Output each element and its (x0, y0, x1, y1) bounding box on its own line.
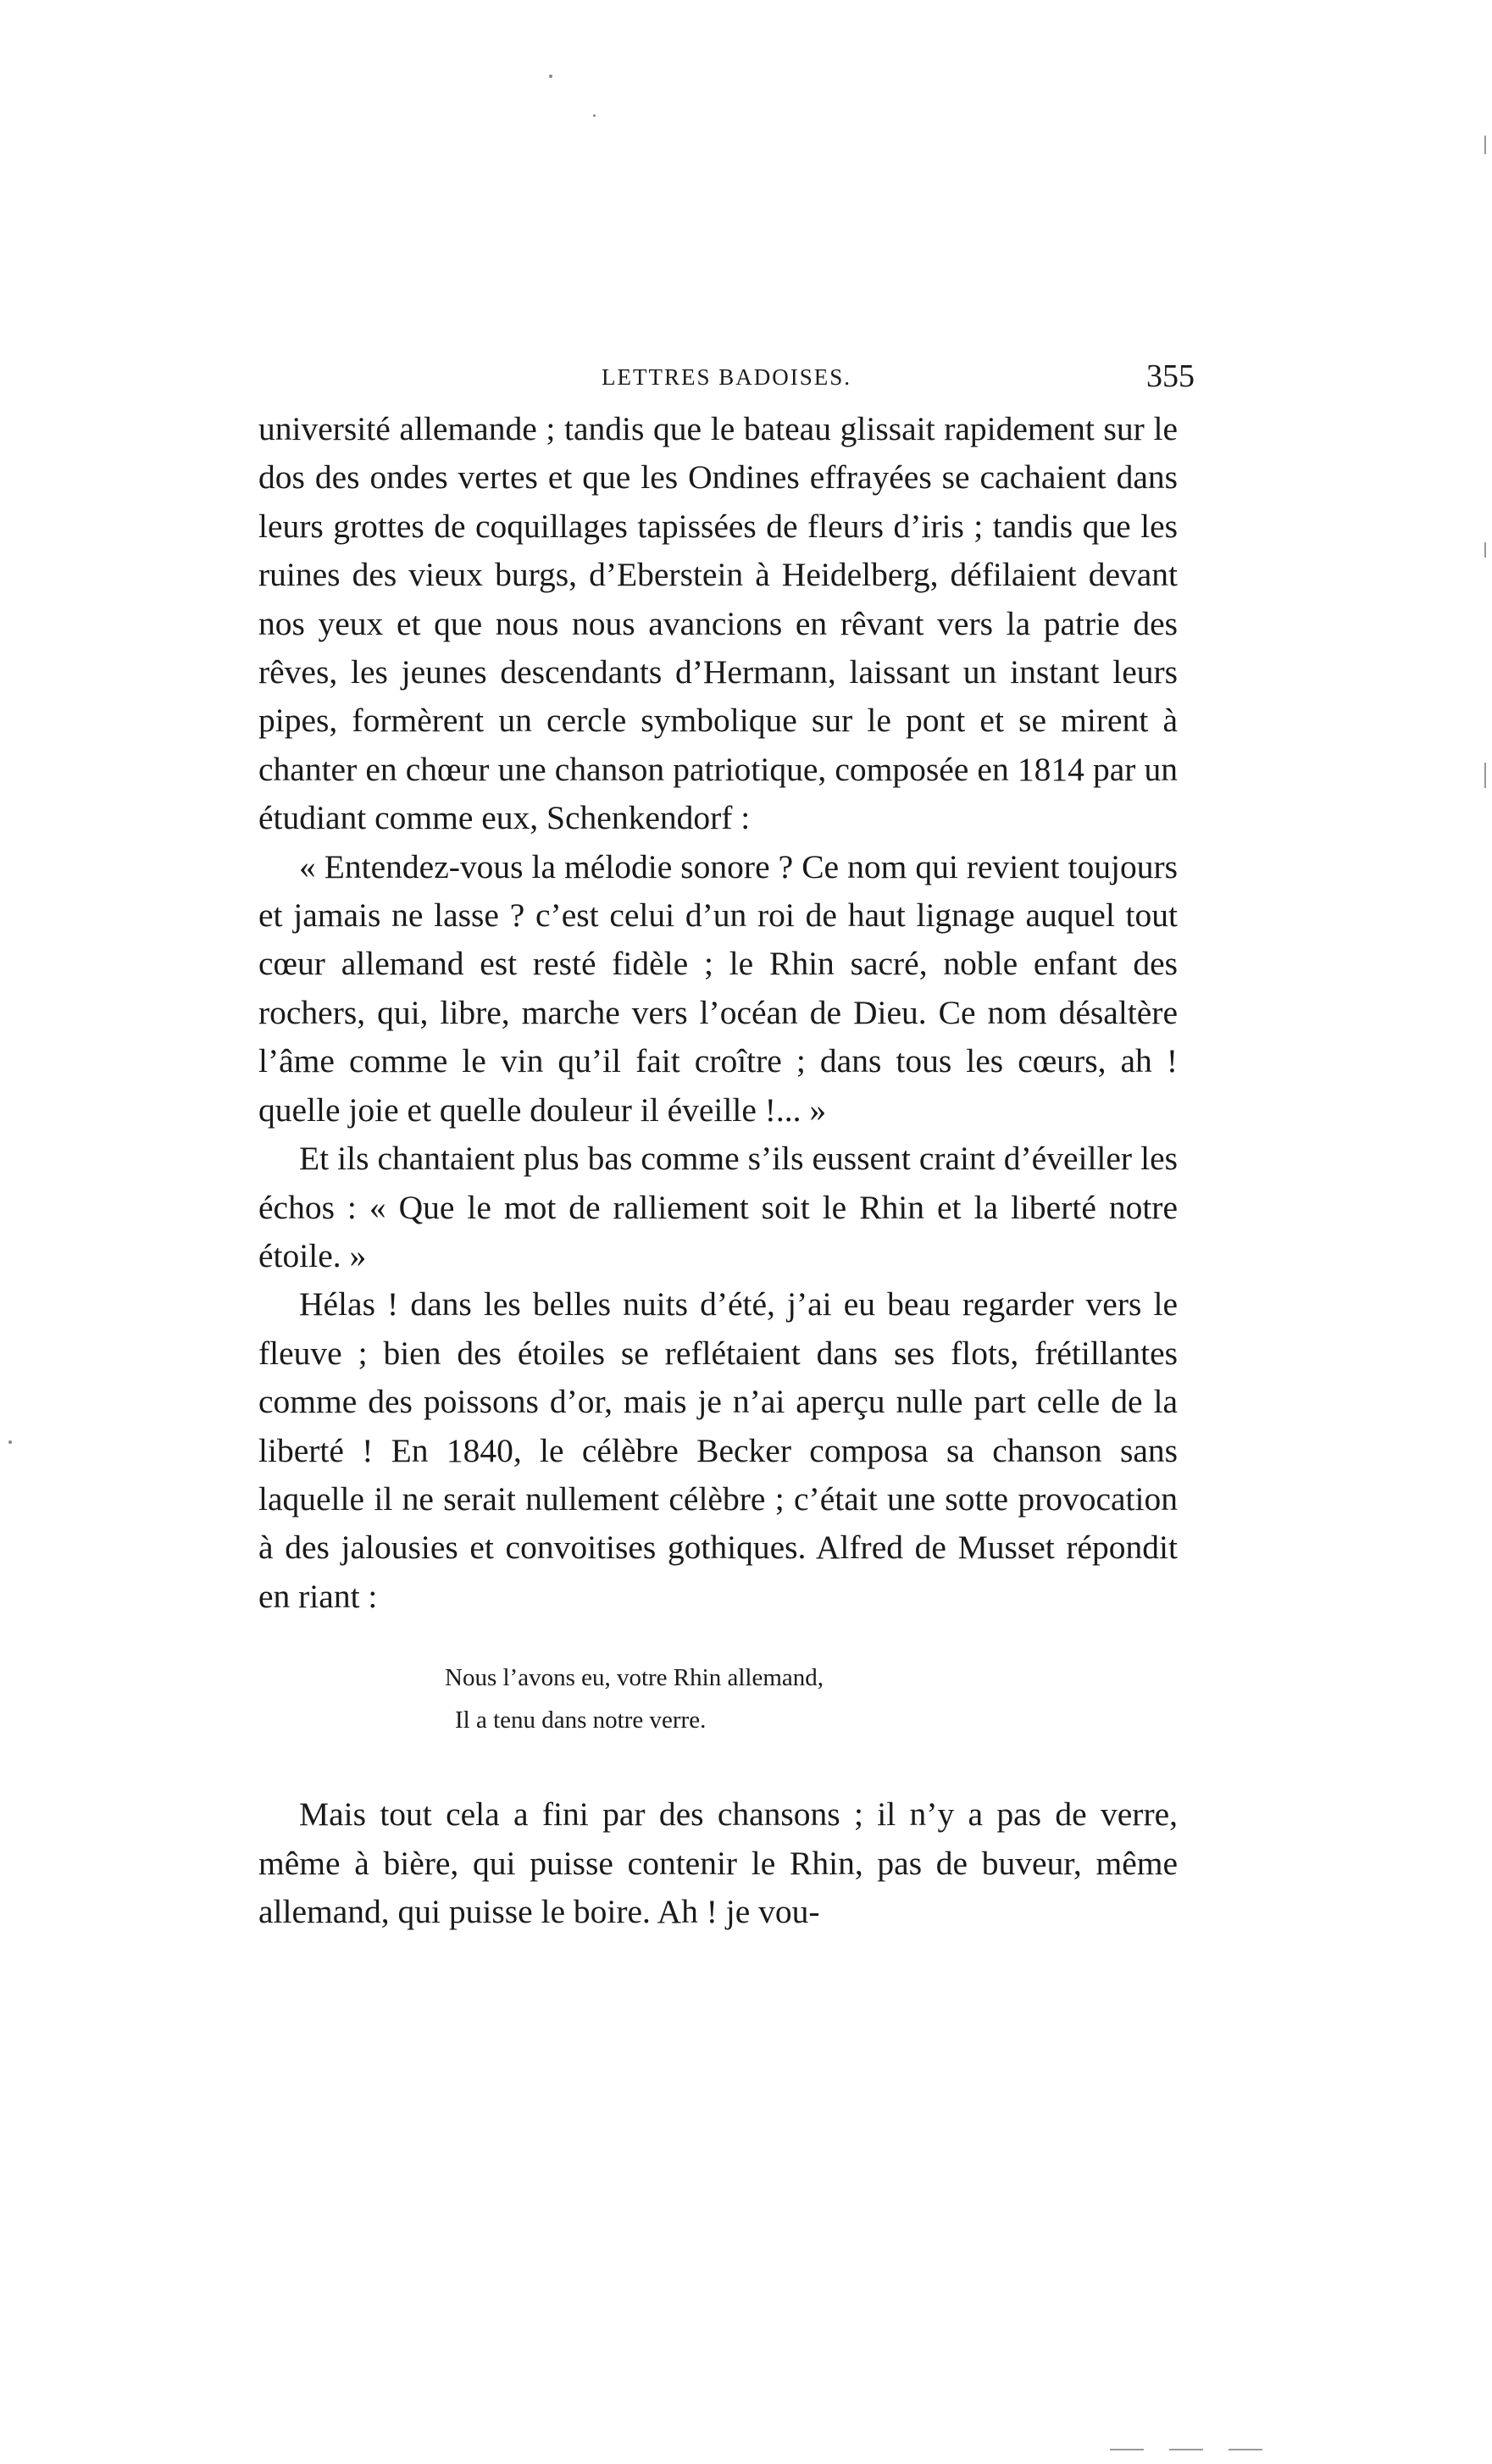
paragraph-song-translation: « Entendez-vous la mélodie sonore ? Ce nom qui revient toujours et jamais ne lasse ? c’est celui d’un roi de haut lignage auquel tout cœur allemand est resté fidèle ; le Rhin sacré, noble enfant des rochers, qui, libre, marche vers l’océan de Dieu. Ce nom désaltère l’âme comme le vin qu’il fait croître ; dans tous les cœurs, ah ! quelle joie et quelle douleur il éveille !... » (258, 847, 1178, 1129)
verse-quote (258, 1657, 1178, 1741)
scan-speck (8, 1440, 12, 1444)
scan-edge-mark (1110, 2449, 1144, 2450)
scan-edge-mark (1484, 763, 1486, 788)
running-title: LETTRES BADOISES. (601, 364, 851, 390)
scan-edge-mark (1484, 136, 1486, 154)
paragraph-continuation: université allemande ; tandis que le bateau glissait rapidement sur le dos des ondes vertes et que les Ondines effrayées se cachaient dans leurs grottes de coquillages tapissées de fleurs d’iris ; tandis que les ruines des vieux burgs, d’Eberstein à Heidelberg, défilaient devant nos yeux et que nous nous avancions en rêvant vers la patrie des rêves, les jeunes descendants d’Hermann, laissant un instant leurs pipes, formèrent un cercle symbolique sur le pont et se mirent à chanter en chœur une chanson patriotique, composée en 1814 par un étudiant comme eux, Schenkendorf : (258, 410, 1178, 837)
scan-edge-mark (1229, 2449, 1262, 2450)
running-head (258, 358, 1195, 395)
body-text (258, 405, 1178, 1936)
scan-edge-mark (1169, 2449, 1203, 2450)
scan-speck (549, 75, 552, 78)
paragraph-helas: Hélas ! dans les belles nuits d’été, j’ai eu beau regarder vers le fleuve ; bien des étoiles se reflétaient dans ses flots, frétillantes comme des poissons d’or, mais je n’ai aperçu nulle part celle de la liberté ! En 1840, le célèbre Becker composa sa chanson sans laquelle il ne serait nullement célèbre ; c’était une sotte provocation à des jalousies et convoitises gothiques. Alfred de Musset répondit en riant : (258, 1285, 1178, 1615)
verse-line: Il a tenu dans notre verre. (455, 1706, 707, 1734)
scan-edge-mark (1484, 542, 1486, 558)
page-number: 355 (1146, 358, 1195, 394)
verse-line: Nous l’avons eu, votre Rhin allemand, (445, 1664, 824, 1692)
paragraph-closing: Mais tout cela a fini par des chansons ; il n’y a pas de verre, même à bière, qui puisse contenir le Rhin, pas de buveur, même allemand, qui puisse le boire. Ah ! je vou- (258, 1795, 1178, 1930)
paragraph-echoes: Et ils chantaient plus bas comme s’ils eussent craint d’éveiller les échos : « Que le mot de ralliement soit le Rhin et la liberté notre étoile. » (258, 1140, 1178, 1274)
scan-speck (593, 114, 596, 117)
